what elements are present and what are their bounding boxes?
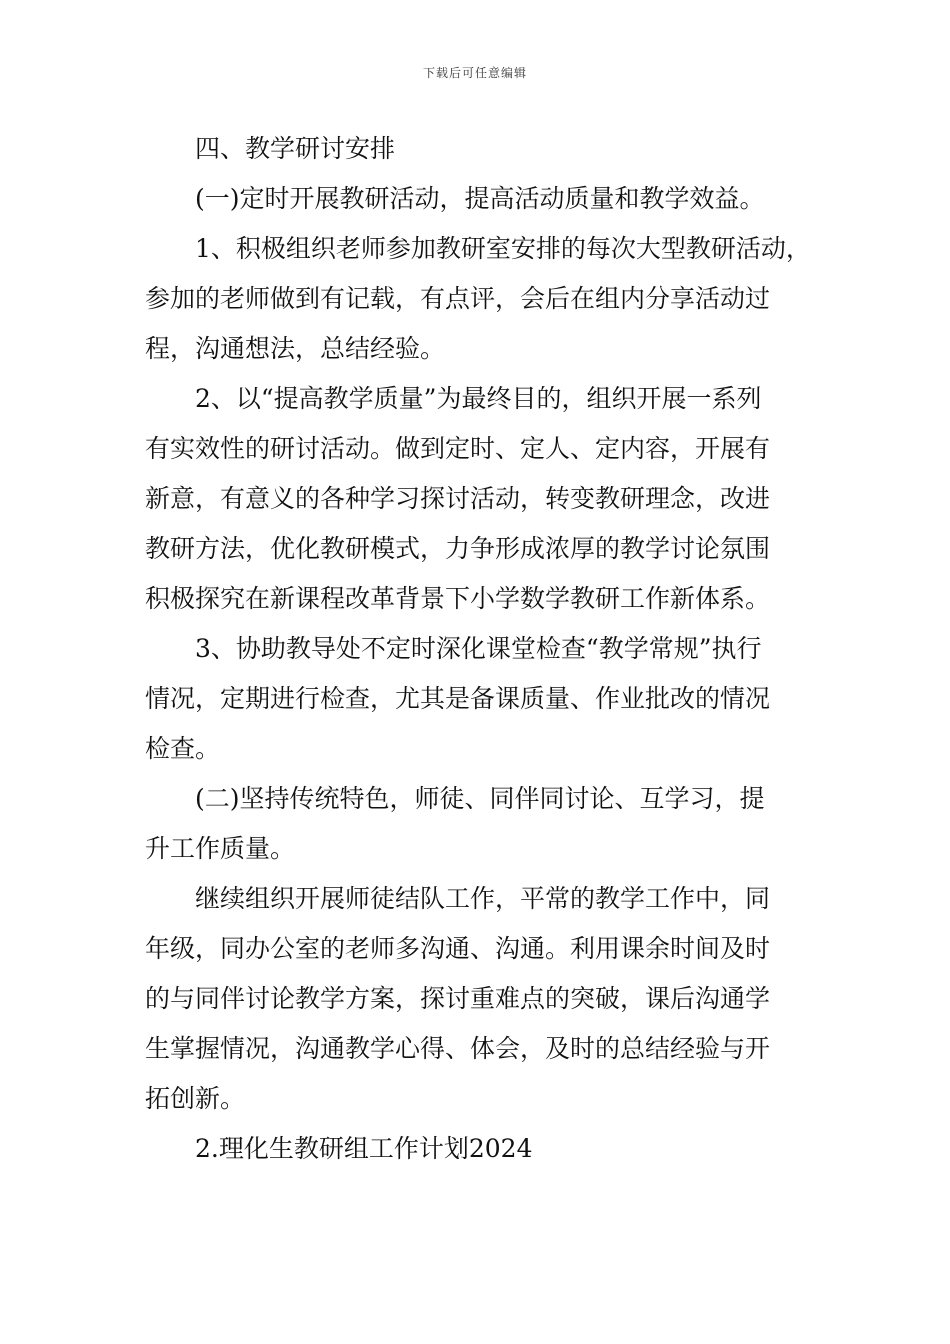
paragraph-line: 年级，同办公室的老师多沟通、沟通。利用课余时间及时: [145, 934, 771, 963]
paragraph-line: 检查。: [145, 734, 221, 763]
paragraph-line: 参加的老师做到有记载，有点评，会后在组内分享活动过: [145, 284, 771, 313]
paragraph-line: 2、以“提高教学质量”为最终目的，组织开展一系列: [195, 384, 762, 413]
paragraph-line: 拓创新。: [145, 1084, 246, 1113]
page-header: 下载后可任意编辑: [422, 66, 527, 80]
subsection-heading: 升工作质量。: [145, 834, 296, 863]
paragraph-line: 生掌握情况，沟通教学心得、体会，及时的总结经验与开: [145, 1034, 771, 1063]
paragraph-line: 的与同伴讨论教学方案，探讨重难点的突破，课后沟通学: [145, 984, 771, 1013]
section-title: 2.理化生教研组工作计划2024: [195, 1134, 533, 1163]
section-heading: 四、教学研讨安排: [195, 134, 396, 163]
paragraph-line: 1、积极组织老师参加教研室安排的每次大型教研活动，: [195, 234, 811, 263]
subsection-heading: (二)坚持传统特色，师徒、同伴同讨论、互学习，提: [195, 784, 765, 813]
document-body: [145, 128, 825, 1178]
paragraph-line: 积极探究在新课程改革背景下小学数学教研工作新体系。: [145, 584, 771, 613]
paragraph-line: 3、协助教导处不定时深化课堂检查“教学常规”执行: [195, 634, 762, 663]
paragraph-line: 情况，定期进行检查，尤其是备课质量、作业批改的情况: [145, 684, 771, 713]
paragraph-line: 继续组织开展师徒结队工作，平常的教学工作中，同: [195, 884, 771, 913]
subsection-heading: (一)定时开展教研活动，提高活动质量和教学效益。: [195, 184, 765, 213]
paragraph-line: 程，沟通想法，总结经验。: [145, 334, 446, 363]
paragraph-line: 教研方法，优化教研模式，力争形成浓厚的教学讨论氛围: [145, 534, 771, 563]
paragraph-line: 有实效性的研讨活动。做到定时、定人、定内容，开展有: [145, 434, 771, 463]
paragraph-line: 新意，有意义的各种学习探讨活动，转变教研理念，改进: [145, 484, 771, 513]
